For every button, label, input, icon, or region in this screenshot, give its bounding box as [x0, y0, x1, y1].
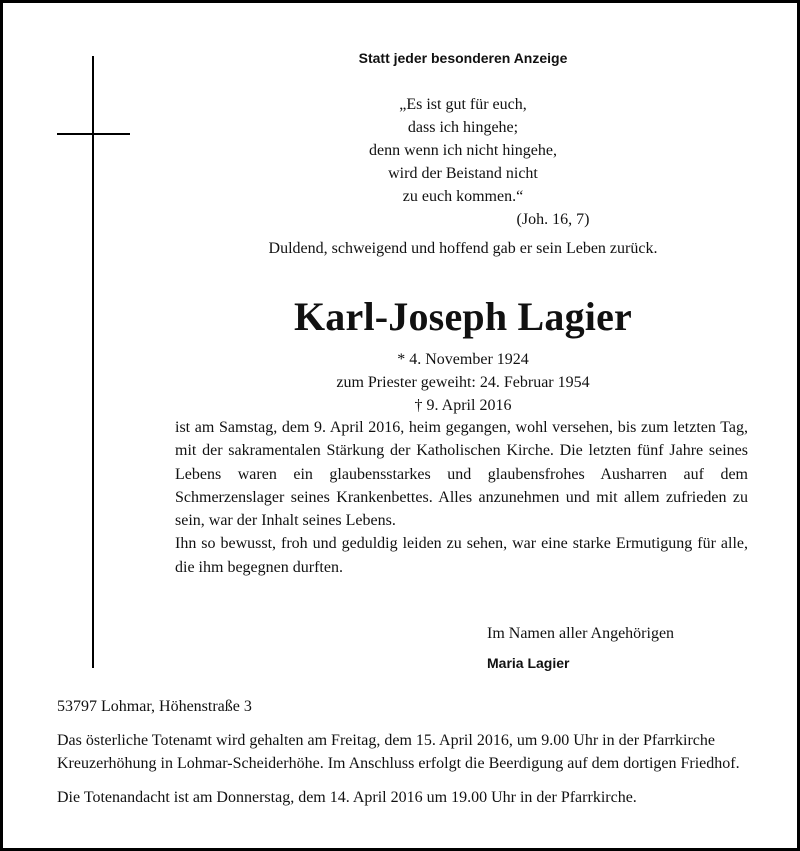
notice-header: Statt jeder besonderen Anzeige — [358, 50, 568, 66]
body-paragraph: Ihn so bewusst, froh und geduldig leiden zu sehen, war eine starke Ermutigung für alle, die ihm begegnen durften. — [175, 535, 748, 576]
verse-line: dass ich hingehe; — [407, 119, 519, 136]
signature-name: Maria Lagier — [487, 655, 570, 671]
leitwort-text: Duldend, schweigend und hoffend gab er sein Leben zurück. — [268, 240, 658, 257]
verse-reference: (Joh. 16, 7) — [516, 211, 590, 228]
deceased-name: Karl-Joseph Lagier — [293, 294, 632, 339]
body-paragraph: ist am Samstag, dem 9. April 2016, heim gegangen, wohl versehen, bis zum letzten Tag, mit der sakramentalen Stärkung der Katholischen Kirche. Die letzten fünf Jahre seines Lebens waren ein glaubensstarkes und glaubensfrohes Ausharren auf dem Schmerzenslager seines Krankenbettes. Alles anzunehmen und mit allem zufrieden zu sein, war der Inhalt seines Lebens. — [175, 419, 748, 530]
notice-body — [175, 416, 748, 579]
verse-line: zu euch kommen.“ — [402, 188, 524, 205]
signature-intro: Im Namen aller Angehörigen — [487, 625, 675, 642]
bible-verse — [173, 93, 753, 231]
cross-icon-bar — [57, 133, 130, 135]
service-line: Das österliche Totenamt wird gehalten am Freitag, dem 15. April 2016, um 9.00 Uhr in der Pfarrkirche — [57, 732, 715, 749]
birth-date: * 4. November 1924 — [397, 351, 529, 368]
cross-icon — [92, 56, 94, 668]
verse-line: „Es ist gut für euch, — [399, 96, 527, 113]
verse-line: denn wenn ich nicht hingehe, — [369, 142, 557, 159]
ordination-date: zum Priester geweiht: 24. Februar 1954 — [336, 374, 590, 391]
verse-line: wird der Beistand nicht — [388, 165, 538, 182]
life-dates — [173, 348, 753, 417]
vigil-info: Die Totenandacht ist am Donnerstag, dem 14. April 2016 um 19.00 Uhr in der Pfarrkirche. — [57, 789, 637, 806]
service-line: Kreuzerhöhung in Lohmar-Scheiderhöhe. Im Anschluss erfolgt die Beerdigung auf dem dortigen Friedhof. — [57, 755, 740, 772]
death-date: † 9. April 2016 — [414, 397, 512, 414]
funeral-service-info — [57, 729, 757, 775]
address: 53797 Lohmar, Höhenstraße 3 — [57, 698, 252, 715]
